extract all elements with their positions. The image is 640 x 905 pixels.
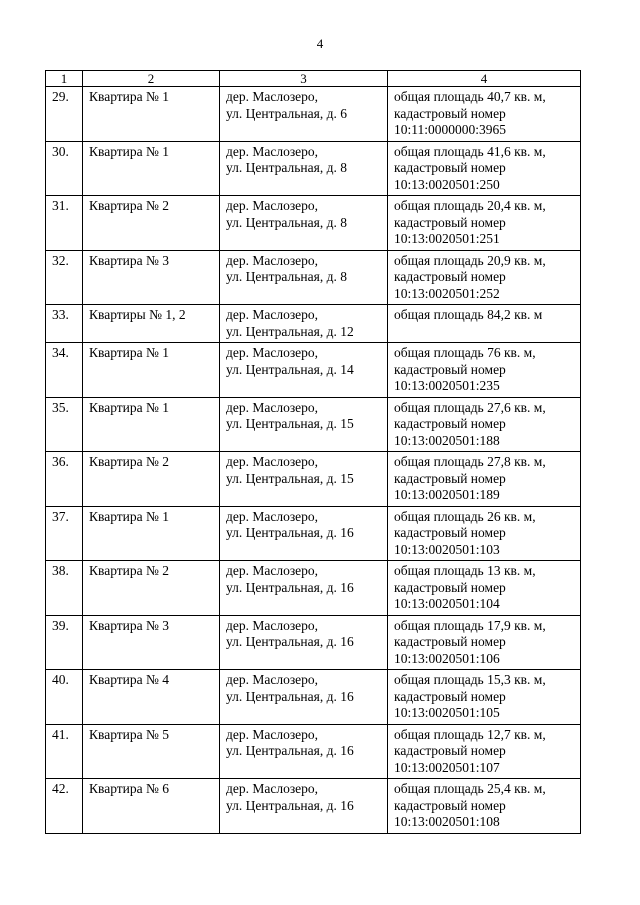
address-settlement: дер. Маслозеро, (226, 617, 319, 633)
table-row (46, 397, 581, 452)
row-number: 40. (46, 670, 83, 725)
cadastral-label: кадастровый номер (394, 416, 506, 431)
property-table (45, 70, 581, 834)
table-row (46, 141, 581, 196)
row-number: 39. (46, 615, 83, 670)
description-cell (388, 196, 581, 251)
row-number: 36. (46, 452, 83, 507)
cadastral-number: 10:13:0020501:105 (394, 705, 500, 720)
address-cell (220, 724, 388, 779)
description-cell (388, 397, 581, 452)
address-street: ул. Центральная, д. 16 (226, 525, 354, 540)
row-number: 31. (46, 196, 83, 251)
table-row (46, 561, 581, 616)
cadastral-label: кадастровый номер (394, 797, 506, 813)
address-settlement: дер. Маслозеро, (226, 198, 319, 213)
description-cell (388, 561, 581, 616)
row-number: 34. (46, 343, 83, 398)
address-settlement: дер. Маслозеро, (226, 454, 319, 469)
address-cell (220, 397, 388, 452)
row-number: 38. (46, 561, 83, 616)
address-cell (220, 506, 388, 561)
address-settlement: дер. Маслозеро, (226, 345, 319, 360)
address-settlement: дер. Маслозеро, (226, 252, 319, 268)
area-text: общая площадь 13 кв. м, (394, 563, 536, 578)
cadastral-label: кадастровый номер (394, 105, 506, 121)
row-number: 33. (46, 305, 83, 343)
description-cell (388, 615, 581, 670)
object-name: Квартира № 6 (83, 779, 220, 834)
table-row (46, 670, 581, 725)
object-name: Квартира № 4 (83, 670, 220, 725)
address-settlement: дер. Маслозеро, (226, 89, 319, 104)
address-street: ул. Центральная, д. 16 (226, 797, 354, 813)
address-settlement: дер. Маслозеро, (226, 508, 319, 524)
address-cell (220, 87, 388, 142)
object-name: Квартира № 1 (83, 87, 220, 142)
address-street: ул. Центральная, д. 15 (226, 416, 354, 431)
area-text: общая площадь 27,6 кв. м, (394, 399, 546, 415)
description-cell (388, 452, 581, 507)
cadastral-number: 10:13:0020501:235 (394, 378, 500, 393)
description-cell (388, 343, 581, 398)
cadastral-number: 10:13:0020501:252 (394, 285, 500, 301)
header-row (46, 71, 581, 87)
area-text: общая площадь 27,8 кв. м, (394, 454, 546, 469)
cadastral-number: 10:13:0020501:107 (394, 759, 500, 775)
table-row (46, 250, 581, 305)
object-name: Квартира № 2 (83, 196, 220, 251)
area-text: общая площадь 20,4 кв. м, (394, 198, 546, 213)
cadastral-label: кадастровый номер (394, 634, 506, 649)
description-cell (388, 670, 581, 725)
address-street: ул. Центральная, д. 16 (226, 634, 354, 649)
object-name: Квартира № 3 (83, 250, 220, 305)
table-row (46, 724, 581, 779)
table-row (46, 87, 581, 142)
address-settlement: дер. Маслозеро, (226, 672, 319, 687)
object-name: Квартира № 1 (83, 506, 220, 561)
area-text: общая площадь 84,2 кв. м (394, 307, 543, 322)
address-street: ул. Центральная, д. 16 (226, 579, 354, 595)
description-cell (388, 250, 581, 305)
cadastral-number: 10:13:0020501:103 (394, 541, 500, 557)
description-cell (388, 141, 581, 196)
cadastral-number: 10:13:0020501:189 (394, 487, 500, 502)
table-row (46, 779, 581, 834)
address-settlement: дер. Маслозеро, (226, 143, 319, 159)
cadastral-number: 10:11:0000000:3965 (394, 122, 507, 137)
column-header-1: 1 (46, 71, 83, 87)
area-text: общая площадь 20,9 кв. м, (394, 252, 546, 268)
object-name: Квартира № 2 (83, 561, 220, 616)
address-settlement: дер. Маслозеро, (226, 307, 319, 322)
area-text: общая площадь 12,7 кв. м, (394, 726, 546, 742)
row-number: 35. (46, 397, 83, 452)
cadastral-label: кадастровый номер (394, 743, 506, 758)
table-row (46, 305, 581, 343)
address-street: ул. Центральная, д. 15 (226, 470, 354, 486)
cadastral-label: кадастровый номер (394, 525, 506, 540)
area-text: общая площадь 76 кв. м, (394, 345, 536, 360)
object-name: Квартира № 1 (83, 397, 220, 452)
cadastral-label: кадастровый номер (394, 269, 506, 284)
table-row (46, 452, 581, 507)
address-cell (220, 196, 388, 251)
table-row (46, 615, 581, 670)
address-street: ул. Центральная, д. 16 (226, 743, 354, 758)
area-text: общая площадь 41,6 кв. м, (394, 143, 546, 159)
column-header-4: 4 (388, 71, 581, 87)
address-street: ул. Центральная, д. 16 (226, 688, 354, 704)
object-name: Квартира № 1 (83, 141, 220, 196)
address-street: ул. Центральная, д. 8 (226, 269, 347, 284)
address-settlement: дер. Маслозеро, (226, 726, 319, 742)
description-cell (388, 724, 581, 779)
row-number: 37. (46, 506, 83, 561)
cadastral-number: 10:13:0020501:251 (394, 231, 500, 246)
row-number: 29. (46, 87, 83, 142)
column-header-2: 2 (83, 71, 220, 87)
address-cell (220, 615, 388, 670)
area-text: общая площадь 25,4 кв. м, (394, 781, 546, 796)
cadastral-label: кадастровый номер (394, 160, 506, 175)
row-number: 32. (46, 250, 83, 305)
address-settlement: дер. Маслозеро, (226, 399, 319, 415)
cadastral-label: кадастровый номер (394, 470, 506, 486)
row-number: 41. (46, 724, 83, 779)
area-text: общая площадь 15,3 кв. м, (394, 672, 546, 687)
area-text: общая площадь 40,7 кв. м, (394, 89, 546, 104)
object-name: Квартира № 1 (83, 343, 220, 398)
address-street: ул. Центральная, д. 8 (226, 214, 347, 230)
object-name: Квартира № 3 (83, 615, 220, 670)
row-number: 30. (46, 141, 83, 196)
column-header-3: 3 (220, 71, 388, 87)
address-cell (220, 670, 388, 725)
address-settlement: дер. Маслозеро, (226, 563, 319, 578)
cadastral-label: кадастровый номер (394, 579, 506, 595)
address-cell (220, 305, 388, 343)
address-street: ул. Центральная, д. 12 (226, 323, 354, 339)
object-name: Квартиры № 1, 2 (83, 305, 220, 343)
table-row (46, 506, 581, 561)
cadastral-number: 10:13:0020501:188 (394, 432, 500, 448)
description-cell (388, 779, 581, 834)
address-street: ул. Центральная, д. 8 (226, 160, 347, 175)
address-cell (220, 343, 388, 398)
cadastral-number: 10:13:0020501:108 (394, 814, 500, 829)
table-body (46, 87, 581, 834)
object-name: Квартира № 2 (83, 452, 220, 507)
description-cell (388, 305, 581, 343)
cadastral-number: 10:13:0020501:104 (394, 596, 500, 611)
table-row (46, 343, 581, 398)
cadastral-label: кадастровый номер (394, 361, 506, 377)
address-street: ул. Центральная, д. 14 (226, 361, 354, 377)
cadastral-number: 10:13:0020501:106 (394, 650, 500, 666)
row-number: 42. (46, 779, 83, 834)
object-name: Квартира № 5 (83, 724, 220, 779)
cadastral-number: 10:13:0020501:250 (394, 176, 500, 192)
area-text: общая площадь 17,9 кв. м, (394, 617, 546, 633)
description-cell (388, 506, 581, 561)
address-cell (220, 250, 388, 305)
address-cell (220, 452, 388, 507)
address-cell (220, 141, 388, 196)
cadastral-label: кадастровый номер (394, 214, 506, 230)
address-settlement: дер. Маслозеро, (226, 781, 319, 796)
page-number: 4 (316, 36, 324, 51)
address-cell (220, 561, 388, 616)
description-cell (388, 87, 581, 142)
cadastral-label: кадастровый номер (394, 688, 506, 704)
area-text: общая площадь 26 кв. м, (394, 508, 536, 524)
table-row (46, 196, 581, 251)
address-street: ул. Центральная, д. 6 (226, 105, 347, 121)
address-cell (220, 779, 388, 834)
